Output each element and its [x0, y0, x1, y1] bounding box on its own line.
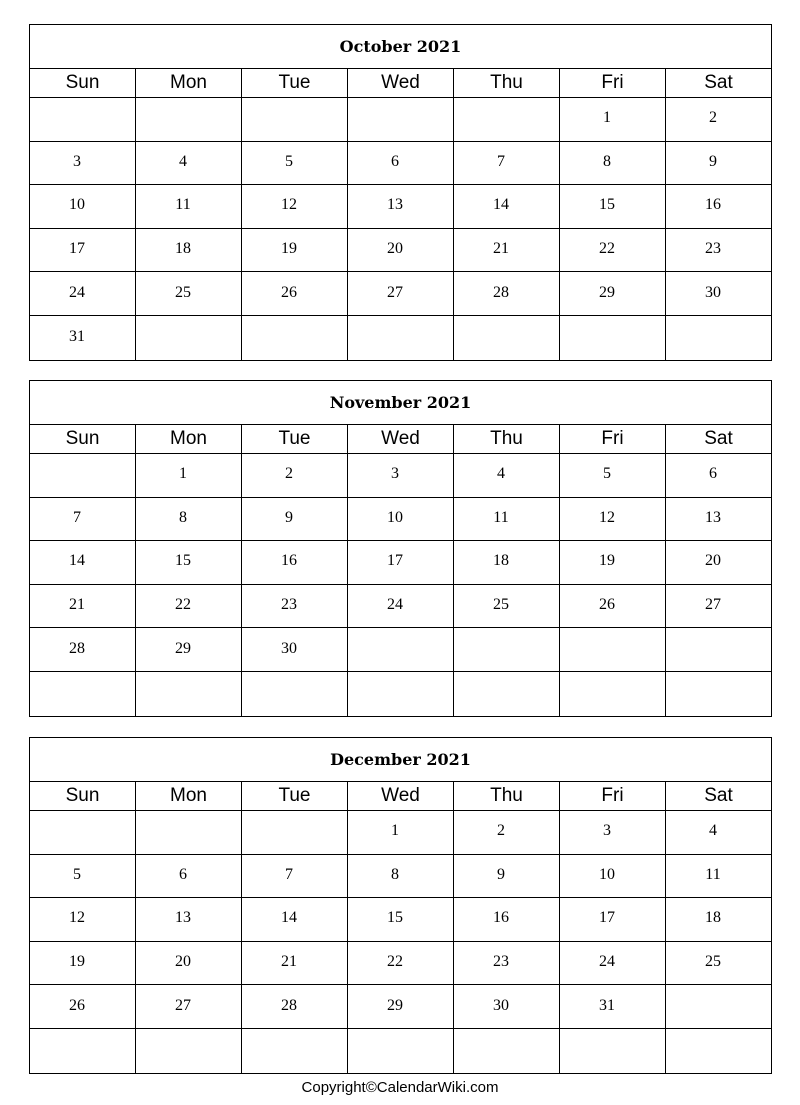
day-number: 24 — [387, 596, 403, 614]
day-cell — [348, 1029, 454, 1073]
day-cell — [560, 316, 666, 360]
week-row — [30, 142, 771, 186]
day-cell — [348, 898, 454, 941]
week-row — [30, 498, 771, 542]
day-cell — [454, 541, 560, 584]
day-cell — [348, 985, 454, 1028]
day-cell — [348, 855, 454, 898]
day-cell — [560, 672, 666, 716]
day-number: 22 — [599, 240, 615, 258]
day-cell — [136, 454, 242, 497]
day-cell — [30, 541, 136, 584]
day-number: 25 — [705, 953, 721, 971]
day-cell — [30, 585, 136, 628]
day-cell — [242, 185, 348, 228]
day-number: 11 — [175, 196, 191, 214]
day-cell — [666, 272, 771, 315]
day-cell — [136, 185, 242, 228]
day-cell — [666, 498, 771, 541]
week-row — [30, 454, 771, 498]
day-number: 8 — [391, 865, 399, 883]
week-row — [30, 316, 771, 360]
weekday-label: Wed — [348, 69, 454, 97]
day-cell — [30, 672, 136, 716]
day-cell — [560, 898, 666, 941]
day-number: 6 — [709, 465, 717, 483]
day-cell — [136, 942, 242, 985]
day-cell — [666, 628, 771, 671]
day-cell — [560, 811, 666, 854]
week-row — [30, 1029, 771, 1073]
day-number: 27 — [705, 596, 721, 614]
day-number: 9 — [709, 152, 717, 170]
day-cell — [454, 811, 560, 854]
copyright-footer: Copyright©CalendarWiki.com — [301, 1079, 499, 1096]
day-number: 12 — [69, 909, 85, 927]
day-number: 20 — [705, 552, 721, 570]
day-cell — [666, 942, 771, 985]
day-number: 3 — [391, 465, 399, 483]
day-cell — [242, 672, 348, 716]
day-cell — [242, 628, 348, 671]
day-cell — [242, 229, 348, 272]
week-row — [30, 898, 771, 942]
week-row — [30, 672, 771, 716]
week-row — [30, 985, 771, 1029]
day-cell — [348, 585, 454, 628]
day-number: 20 — [387, 240, 403, 258]
day-number: 24 — [69, 283, 85, 301]
day-number: 15 — [175, 552, 191, 570]
day-cell — [348, 672, 454, 716]
day-cell — [242, 1029, 348, 1073]
day-number: 7 — [497, 152, 505, 170]
day-number: 6 — [391, 152, 399, 170]
day-cell — [242, 498, 348, 541]
day-number: 4 — [179, 152, 187, 170]
day-number: 16 — [281, 552, 297, 570]
day-number: 23 — [705, 240, 721, 258]
day-cell — [348, 942, 454, 985]
day-number: 29 — [599, 283, 615, 301]
day-number: 3 — [603, 822, 611, 840]
day-number: 14 — [69, 552, 85, 570]
weekday-label: Tue — [242, 782, 348, 810]
day-cell — [666, 898, 771, 941]
day-cell — [30, 855, 136, 898]
day-cell — [242, 98, 348, 141]
day-cell — [454, 585, 560, 628]
day-cell — [242, 272, 348, 315]
day-number: 6 — [179, 865, 187, 883]
day-cell — [666, 585, 771, 628]
day-cell — [560, 585, 666, 628]
day-cell — [454, 942, 560, 985]
week-row — [30, 942, 771, 986]
day-number: 27 — [175, 996, 191, 1014]
weekday-label: Sun — [30, 782, 136, 810]
day-cell — [242, 142, 348, 185]
day-cell — [454, 855, 560, 898]
day-number: 12 — [281, 196, 297, 214]
day-number: 26 — [69, 996, 85, 1014]
day-number: 27 — [387, 283, 403, 301]
day-number: 25 — [493, 596, 509, 614]
day-number: 28 — [69, 639, 85, 657]
day-cell — [136, 272, 242, 315]
day-cell — [136, 985, 242, 1028]
week-row — [30, 628, 771, 672]
week-row — [30, 541, 771, 585]
day-cell — [136, 855, 242, 898]
week-row — [30, 185, 771, 229]
day-cell — [30, 185, 136, 228]
weekday-label: Fri — [560, 782, 666, 810]
day-number: 21 — [281, 953, 297, 971]
day-cell — [666, 985, 771, 1028]
day-cell — [454, 1029, 560, 1073]
day-number: 9 — [497, 865, 505, 883]
day-cell — [454, 672, 560, 716]
day-number: 18 — [493, 552, 509, 570]
day-number: 4 — [497, 465, 505, 483]
day-cell — [666, 672, 771, 716]
day-number: 14 — [493, 196, 509, 214]
day-cell — [348, 98, 454, 141]
week-row — [30, 229, 771, 273]
month-title: December 2021 — [30, 738, 771, 782]
day-cell — [242, 855, 348, 898]
day-number: 31 — [69, 327, 85, 345]
day-cell — [560, 855, 666, 898]
day-cell — [348, 541, 454, 584]
day-number: 31 — [599, 996, 615, 1014]
day-number: 21 — [493, 240, 509, 258]
day-cell — [30, 898, 136, 941]
day-number: 2 — [285, 465, 293, 483]
day-number: 17 — [69, 240, 85, 258]
week-row — [30, 272, 771, 316]
day-cell — [560, 142, 666, 185]
day-number: 18 — [705, 909, 721, 927]
day-cell — [560, 229, 666, 272]
day-cell — [454, 98, 560, 141]
day-cell — [666, 229, 771, 272]
weekday-label: Sat — [704, 72, 733, 93]
day-cell — [136, 142, 242, 185]
weekday-label: Wed — [348, 425, 454, 453]
day-number: 30 — [705, 283, 721, 301]
weekday-label: Thu — [454, 425, 560, 453]
month-title: October 2021 — [30, 25, 771, 69]
day-cell — [560, 942, 666, 985]
day-number: 19 — [599, 552, 615, 570]
day-number: 3 — [73, 152, 81, 170]
month-title: November 2021 — [30, 381, 771, 425]
weekday-label: Sat — [704, 428, 733, 449]
day-number: 5 — [73, 865, 81, 883]
day-cell — [30, 316, 136, 360]
day-number: 25 — [175, 283, 191, 301]
day-number: 24 — [599, 953, 615, 971]
day-number: 1 — [391, 822, 399, 840]
day-cell — [348, 272, 454, 315]
day-cell — [348, 628, 454, 671]
day-cell — [242, 898, 348, 941]
weekday-label: Sun — [30, 69, 136, 97]
day-number: 29 — [387, 996, 403, 1014]
day-cell — [30, 272, 136, 315]
day-cell — [666, 855, 771, 898]
day-cell — [454, 898, 560, 941]
day-cell — [348, 454, 454, 497]
day-cell — [454, 316, 560, 360]
day-number: 7 — [285, 865, 293, 883]
day-cell — [348, 811, 454, 854]
weekday-header-row — [30, 425, 771, 454]
week-row — [30, 585, 771, 629]
day-number: 1 — [603, 109, 611, 127]
day-cell — [454, 272, 560, 315]
day-number: 14 — [281, 909, 297, 927]
day-cell — [348, 142, 454, 185]
day-cell — [560, 628, 666, 671]
day-cell — [136, 585, 242, 628]
month-calendar — [29, 24, 772, 361]
day-number: 13 — [387, 196, 403, 214]
day-cell — [454, 185, 560, 228]
day-cell — [560, 498, 666, 541]
weekday-header-row — [30, 69, 771, 98]
day-cell — [136, 811, 242, 854]
day-number: 28 — [281, 996, 297, 1014]
day-cell — [30, 454, 136, 497]
day-cell — [560, 454, 666, 497]
day-cell — [136, 672, 242, 716]
week-row — [30, 98, 771, 142]
day-cell — [136, 498, 242, 541]
day-number: 12 — [599, 508, 615, 526]
weekday-label: Sat — [704, 785, 733, 806]
day-number: 2 — [709, 109, 717, 127]
day-cell — [454, 142, 560, 185]
day-cell — [454, 229, 560, 272]
day-number: 22 — [387, 953, 403, 971]
day-number: 29 — [175, 639, 191, 657]
day-cell — [30, 98, 136, 141]
day-cell — [666, 454, 771, 497]
day-cell — [30, 628, 136, 671]
day-cell — [666, 811, 771, 854]
weekday-label: Fri — [560, 425, 666, 453]
day-cell — [242, 942, 348, 985]
weekday-label: Tue — [242, 425, 348, 453]
day-cell — [666, 185, 771, 228]
day-number: 19 — [69, 953, 85, 971]
day-cell — [30, 1029, 136, 1073]
weekday-label: Mon — [136, 425, 242, 453]
day-cell — [30, 942, 136, 985]
day-cell — [666, 1029, 771, 1073]
day-cell — [136, 1029, 242, 1073]
day-cell — [30, 985, 136, 1028]
day-number: 26 — [281, 283, 297, 301]
day-cell — [666, 541, 771, 584]
day-number: 2 — [497, 822, 505, 840]
day-number: 13 — [705, 508, 721, 526]
day-number: 8 — [179, 508, 187, 526]
day-cell — [242, 541, 348, 584]
day-cell — [454, 498, 560, 541]
day-number: 13 — [175, 909, 191, 927]
day-cell — [348, 498, 454, 541]
day-cell — [560, 272, 666, 315]
month-calendar — [29, 737, 772, 1074]
day-number: 15 — [599, 196, 615, 214]
day-number: 5 — [285, 152, 293, 170]
day-number: 15 — [387, 909, 403, 927]
weekday-label: Thu — [454, 782, 560, 810]
day-cell — [560, 98, 666, 141]
day-number: 17 — [599, 909, 615, 927]
day-cell — [242, 585, 348, 628]
week-row — [30, 811, 771, 855]
day-cell — [348, 229, 454, 272]
day-number: 16 — [705, 196, 721, 214]
day-cell — [136, 628, 242, 671]
day-cell — [136, 541, 242, 584]
day-cell — [560, 185, 666, 228]
weekday-label: Tue — [242, 69, 348, 97]
day-cell — [348, 185, 454, 228]
weekday-header-row — [30, 782, 771, 811]
day-cell — [30, 142, 136, 185]
day-cell — [560, 1029, 666, 1073]
day-number: 8 — [603, 152, 611, 170]
day-number: 26 — [599, 596, 615, 614]
day-number: 30 — [493, 996, 509, 1014]
day-cell — [242, 316, 348, 360]
day-number: 10 — [69, 196, 85, 214]
day-cell — [242, 454, 348, 497]
day-number: 11 — [493, 508, 509, 526]
weekday-label: Wed — [348, 782, 454, 810]
day-number: 10 — [387, 508, 403, 526]
day-number: 20 — [175, 953, 191, 971]
day-number: 28 — [493, 283, 509, 301]
day-cell — [242, 811, 348, 854]
day-cell — [136, 316, 242, 360]
month-calendar — [29, 380, 772, 717]
day-number: 11 — [705, 865, 721, 883]
weekday-label: Mon — [136, 69, 242, 97]
day-cell — [136, 898, 242, 941]
day-cell — [666, 142, 771, 185]
day-number: 18 — [175, 240, 191, 258]
day-number: 10 — [599, 865, 615, 883]
day-number: 1 — [179, 465, 187, 483]
day-cell — [30, 229, 136, 272]
day-cell — [560, 985, 666, 1028]
day-number: 23 — [281, 596, 297, 614]
day-cell — [666, 98, 771, 141]
day-cell — [454, 985, 560, 1028]
day-number: 4 — [709, 822, 717, 840]
weekday-label: Sun — [30, 425, 136, 453]
weekday-label: Thu — [454, 69, 560, 97]
day-cell — [454, 628, 560, 671]
day-number: 21 — [69, 596, 85, 614]
day-number: 23 — [493, 953, 509, 971]
day-cell — [30, 498, 136, 541]
day-number: 7 — [73, 508, 81, 526]
day-number: 17 — [387, 552, 403, 570]
day-number: 16 — [493, 909, 509, 927]
day-cell — [242, 985, 348, 1028]
day-cell — [666, 316, 771, 360]
weekday-label: Fri — [560, 69, 666, 97]
day-number: 22 — [175, 596, 191, 614]
day-number: 5 — [603, 465, 611, 483]
weekday-label: Mon — [136, 782, 242, 810]
day-cell — [348, 316, 454, 360]
day-number: 19 — [281, 240, 297, 258]
day-cell — [136, 98, 242, 141]
day-cell — [30, 811, 136, 854]
week-row — [30, 855, 771, 899]
day-number: 30 — [281, 639, 297, 657]
day-cell — [560, 541, 666, 584]
day-cell — [454, 454, 560, 497]
day-number: 9 — [285, 508, 293, 526]
day-cell — [136, 229, 242, 272]
